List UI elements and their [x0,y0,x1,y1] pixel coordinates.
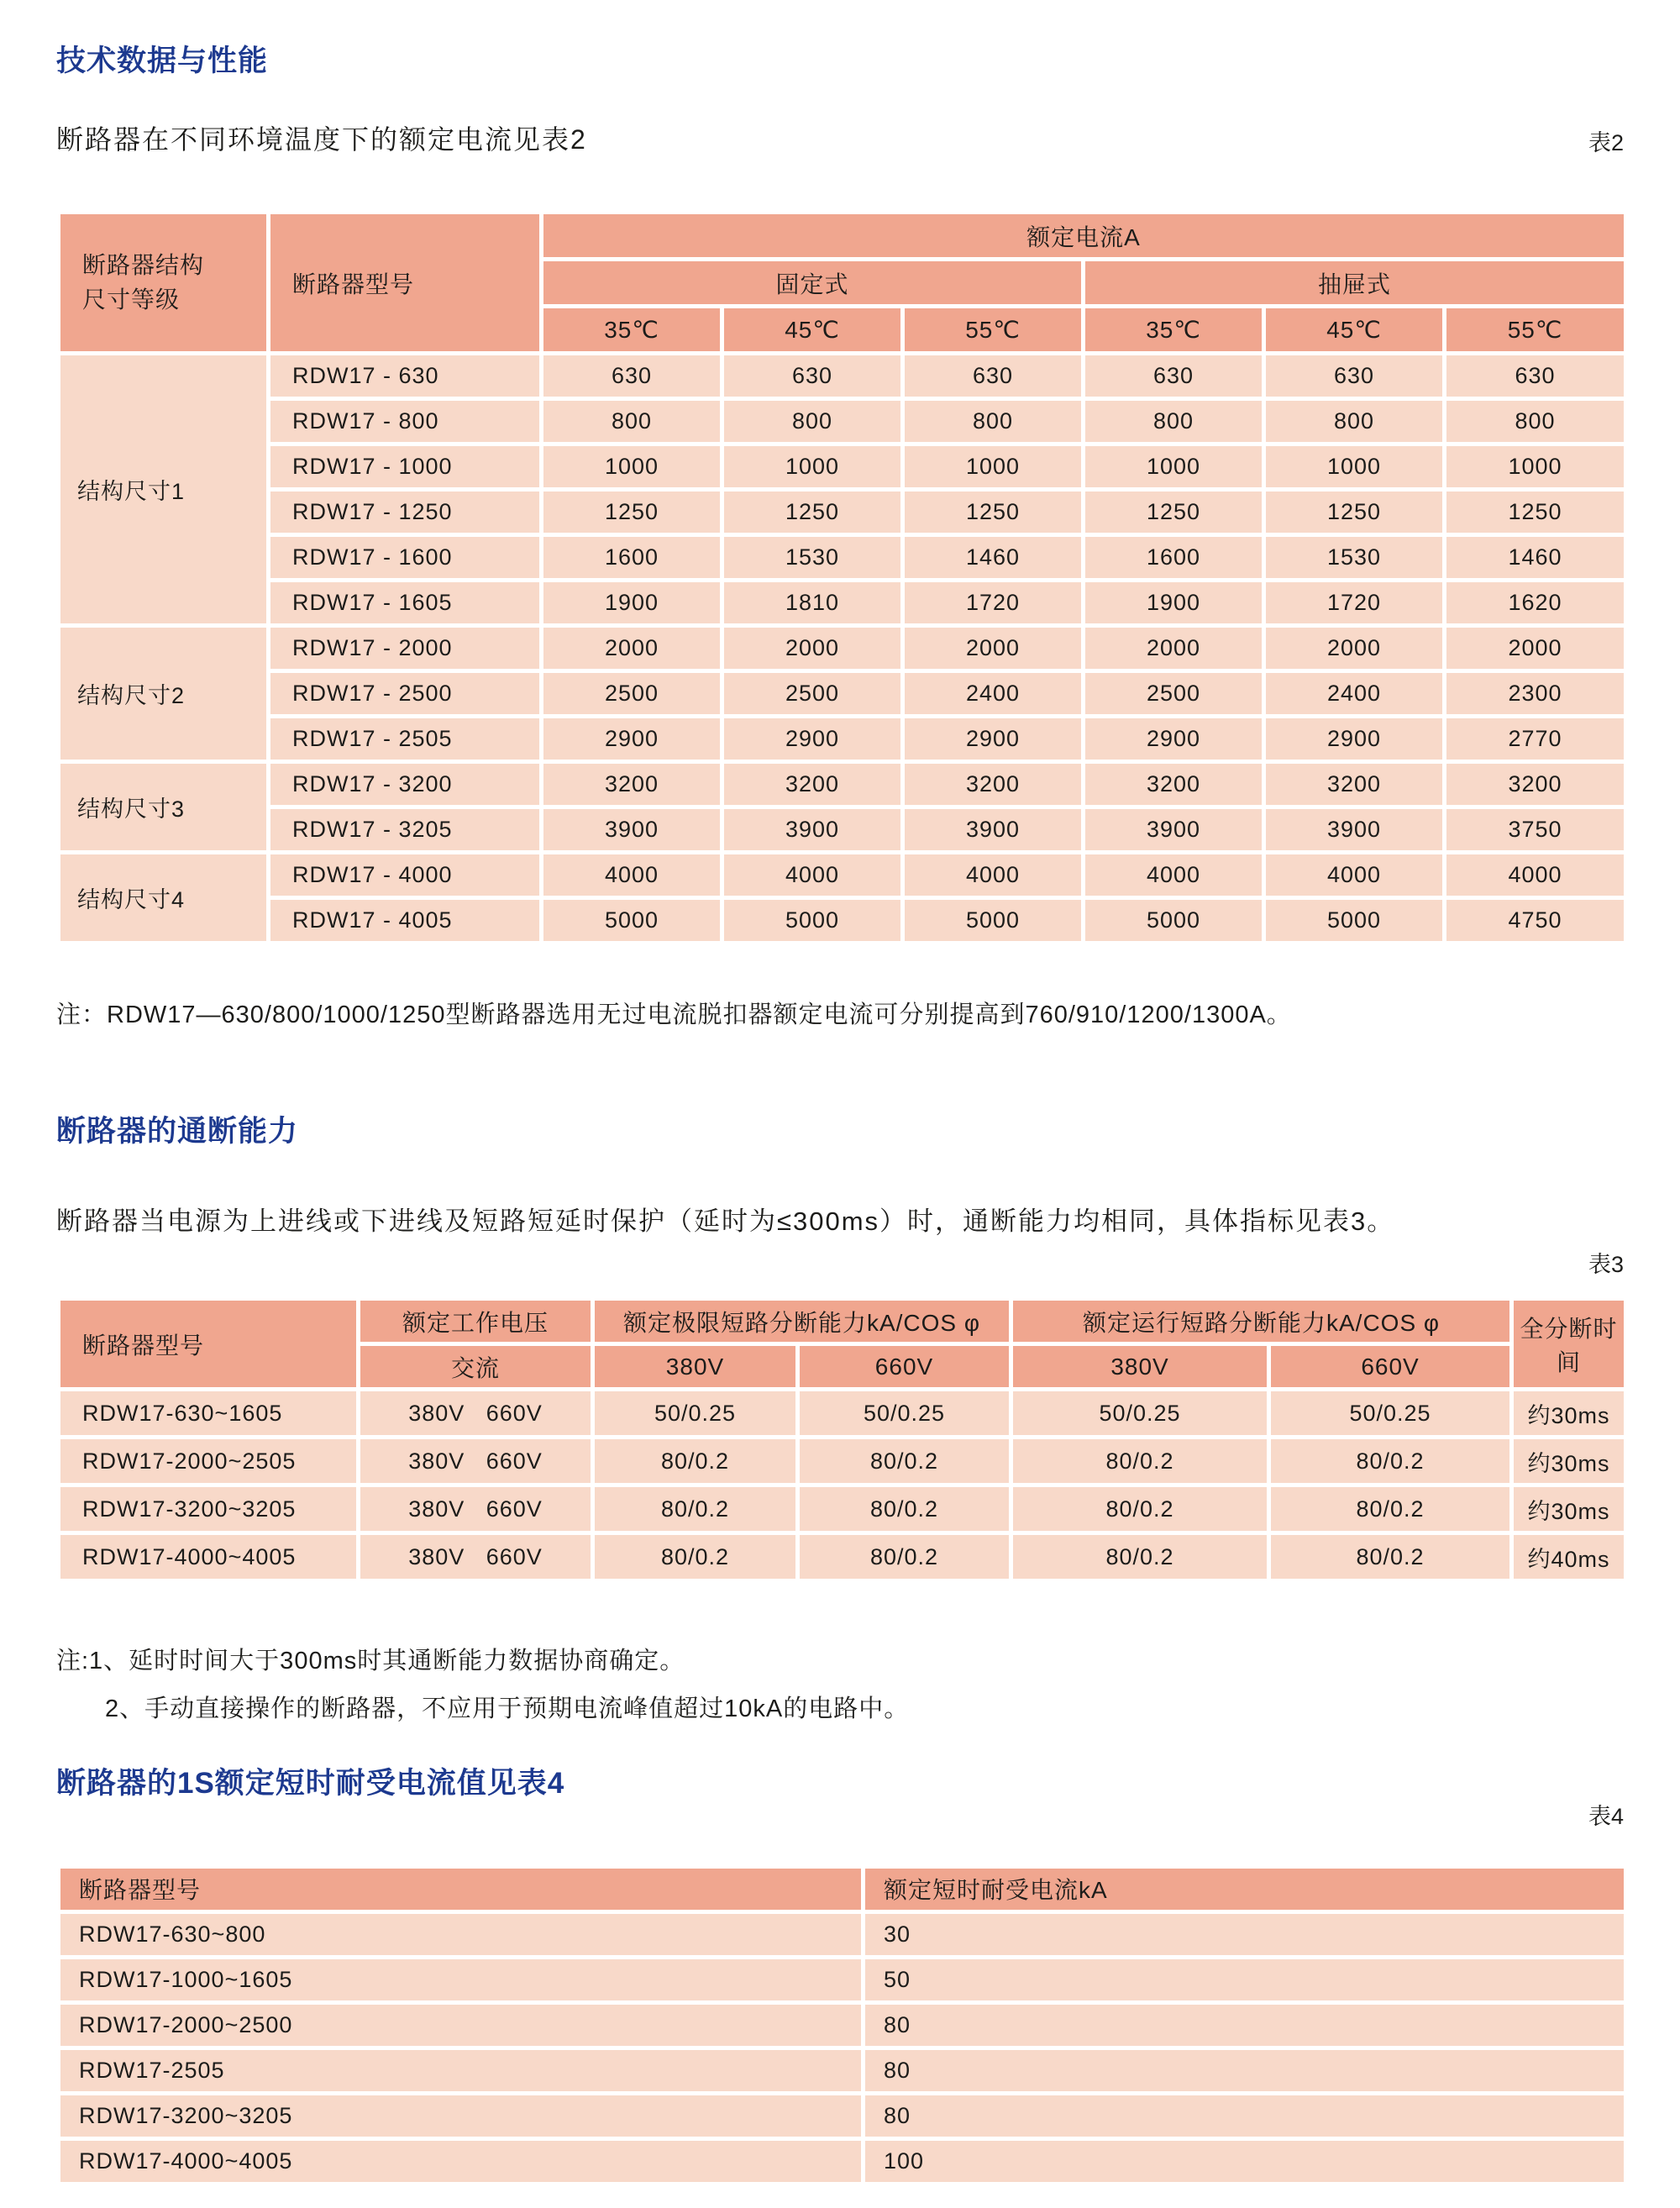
table3-header-ac: 交流 [359,1344,593,1390]
model-cell: RDW17 - 800 [269,399,542,444]
table-row [59,354,1626,399]
value-cell: 4000 [542,853,722,898]
value-cell: 2000 [722,626,903,671]
table-row [59,1911,1626,1957]
value-cell: 1000 [542,444,722,490]
size-group-label: 结构尺寸2 [59,626,269,762]
table-row [59,2138,1626,2184]
table4-label-row [56,1803,1624,1830]
value-cell: 2500 [1084,671,1264,717]
table4-header-current: 额定短时耐受电流kA [864,1866,1626,1911]
table3-breaking-capacity [56,1296,1628,1583]
value-cell: 2000 [1264,626,1445,671]
table-row [59,1390,1626,1438]
value-cell: 2000 [542,626,722,671]
value-cell: 4000 [722,853,903,898]
value-cell: 2000 [1084,626,1264,671]
model-cell: RDW17 - 1605 [269,581,542,626]
value-cell: 1530 [722,535,903,581]
value-cell: 3200 [542,762,722,807]
table2-header-drawout: 抽屉式 [1084,260,1626,307]
table3-label-row [56,1251,1624,1278]
value-cell: 1250 [1084,490,1264,535]
value-cell: 800 [903,399,1084,444]
value-cell: 1810 [722,581,903,626]
size-group-label: 结构尺寸1 [59,354,269,626]
ac-voltage-cell: 380V 660V [359,1485,593,1533]
value-cell: 800 [1084,399,1264,444]
value-cell: 800 [1264,399,1445,444]
value-cell: 3750 [1445,807,1626,853]
table2-caption: 断路器在不同环境温度下的额定电流见表2 [56,124,587,155]
table-row [59,717,1626,762]
value-cell: 50/0.25 [1269,1390,1512,1438]
model-cell: RDW17-3200~3205 [59,2093,864,2138]
value-cell: 5000 [722,898,903,944]
value-cell: 3200 [1264,762,1445,807]
table3-header-service-capacity: 额定运行短路分断能力kA/COS φ [1011,1299,1512,1344]
table-row [59,762,1626,807]
break-time-cell: 约30ms [1512,1485,1626,1533]
breaking-capacity-paragraph: 断路器当电源为上进线或下进线及短路短延时保护（延时为≤300ms）时，通断能力均相同，具体指标见表3。 [56,1207,1395,1236]
value-cell: 100 [864,2138,1626,2184]
table3-header-row-1 [59,1299,1626,1344]
value-cell: 2000 [1445,626,1626,671]
value-cell: 1900 [1084,581,1264,626]
table4-label: 表4 [1588,1804,1624,1830]
model-cell: RDW17-2000~2505 [59,1438,359,1485]
value-cell: 2900 [542,717,722,762]
voltage-header: 660V [798,1344,1011,1390]
model-cell: RDW17-4000~4005 [59,2138,864,2184]
value-cell: 80/0.2 [798,1533,1011,1581]
value-cell: 2900 [1084,717,1264,762]
value-cell: 1000 [722,444,903,490]
value-cell: 1250 [542,490,722,535]
voltage-header: 380V [1011,1344,1269,1390]
model-cell: RDW17 - 1000 [269,444,542,490]
table3-label: 表3 [1588,1252,1624,1277]
section-title-technical-data: 技术数据与性能 [56,45,269,77]
value-cell: 3200 [722,762,903,807]
value-cell: 80 [864,2048,1626,2093]
value-cell: 80/0.2 [1269,1485,1512,1533]
value-cell: 3900 [1084,807,1264,853]
table-row [59,399,1626,444]
value-cell: 2400 [1264,671,1445,717]
model-cell: RDW17 - 2000 [269,626,542,671]
table-row [59,807,1626,853]
table-row [59,1485,1626,1533]
break-time-cell: 约40ms [1512,1533,1626,1581]
temp-header: 45℃ [722,307,903,354]
value-cell: 1250 [722,490,903,535]
model-cell: RDW17 - 2505 [269,717,542,762]
value-cell: 80/0.2 [593,1485,798,1533]
value-cell: 3200 [1084,762,1264,807]
model-cell: RDW17-1000~1605 [59,1957,864,2002]
table4-header-row [59,1866,1626,1911]
model-cell: RDW17-3200~3205 [59,1485,359,1533]
value-cell: 80 [864,2002,1626,2048]
table-row [59,2002,1626,2048]
break-time-cell: 约30ms [1512,1438,1626,1485]
value-cell: 800 [722,399,903,444]
table2-header-size-class: 断路器结构尺寸等级 [59,213,269,354]
value-cell: 3200 [903,762,1084,807]
table-row [59,444,1626,490]
voltage-header: 380V [593,1344,798,1390]
table3-header-ultimate-capacity: 额定极限短路分断能力kA/COS φ [593,1299,1011,1344]
model-cell: RDW17-630~1605 [59,1390,359,1438]
model-cell: RDW17 - 1600 [269,535,542,581]
table-row [59,626,1626,671]
table-row [59,1438,1626,1485]
value-cell: 1600 [1084,535,1264,581]
value-cell: 800 [542,399,722,444]
table2-caption-row [56,123,1624,156]
value-cell: 800 [1445,399,1626,444]
table2-rated-current [56,210,1628,945]
table-row [59,1957,1626,2002]
table2-label: 表2 [1588,129,1624,155]
model-cell: RDW17 - 3205 [269,807,542,853]
value-cell: 50 [864,1957,1626,2002]
value-cell: 1000 [1445,444,1626,490]
table3-header-voltage: 额定工作电压 [359,1299,593,1344]
temp-header: 45℃ [1264,307,1445,354]
value-cell: 50/0.25 [798,1390,1011,1438]
size-group-label: 结构尺寸4 [59,853,269,944]
table3-note-2: 2、手动直接操作的断路器，不应用于预期电流峰值超过10kA的电路中。 [105,1695,910,1723]
temp-header: 55℃ [903,307,1084,354]
table-row [59,1533,1626,1581]
ac-voltage-cell: 380V 660V [359,1438,593,1485]
value-cell: 1460 [1445,535,1626,581]
value-cell: 4000 [1084,853,1264,898]
model-cell: RDW17 - 4005 [269,898,542,944]
value-cell: 50/0.25 [1011,1390,1269,1438]
temp-header: 35℃ [542,307,722,354]
table3-note-1: 注:1、延时时间大于300ms时其通断能力数据协商确定。 [56,1648,685,1675]
model-cell: RDW17 - 2500 [269,671,542,717]
value-cell: 80/0.2 [1269,1438,1512,1485]
value-cell: 2900 [903,717,1084,762]
value-cell: 5000 [1264,898,1445,944]
model-cell: RDW17-4000~4005 [59,1533,359,1581]
table2-header-model: 断路器型号 [269,213,542,354]
value-cell: 5000 [542,898,722,944]
value-cell: 630 [1264,354,1445,399]
value-cell: 80/0.2 [1011,1485,1269,1533]
value-cell: 1250 [1445,490,1626,535]
value-cell: 1000 [1264,444,1445,490]
table-row [59,898,1626,944]
value-cell: 5000 [1084,898,1264,944]
value-cell: 3900 [903,807,1084,853]
value-cell: 80/0.2 [593,1533,798,1581]
table-row [59,490,1626,535]
value-cell: 1530 [1264,535,1445,581]
model-cell: RDW17 - 3200 [269,762,542,807]
value-cell: 1620 [1445,581,1626,626]
value-cell: 1720 [903,581,1084,626]
value-cell: 80/0.2 [1269,1533,1512,1581]
value-cell: 630 [1445,354,1626,399]
value-cell: 630 [542,354,722,399]
table-row [59,671,1626,717]
model-cell: RDW17-630~800 [59,1911,864,1957]
value-cell: 80/0.2 [798,1485,1011,1533]
value-cell: 50/0.25 [593,1390,798,1438]
value-cell: 3200 [1445,762,1626,807]
value-cell: 2300 [1445,671,1626,717]
value-cell: 5000 [903,898,1084,944]
temp-header: 35℃ [1084,307,1264,354]
value-cell: 80/0.2 [1011,1533,1269,1581]
value-cell: 2500 [722,671,903,717]
section-title-breaking-capacity: 断路器的通断能力 [56,1115,299,1148]
value-cell: 3900 [722,807,903,853]
value-cell: 1250 [903,490,1084,535]
table4-short-time-withstand [56,1864,1628,2186]
break-time-cell: 约30ms [1512,1390,1626,1438]
table2-header-row-1 [59,213,1626,260]
table2-header-rated-current: 额定电流A [542,213,1626,260]
model-cell: RDW17 - 630 [269,354,542,399]
table3-header-break-time: 全分断时间 [1512,1299,1626,1390]
value-cell: 4000 [1264,853,1445,898]
table3-header-model: 断路器型号 [59,1299,359,1390]
value-cell: 80 [864,2093,1626,2138]
value-cell: 1460 [903,535,1084,581]
value-cell: 80/0.2 [798,1438,1011,1485]
table2-note: 注：RDW17—630/800/1000/1250型断路器选用无过电流脱扣器额定电流可分别提高到760/910/1200/1300A。 [56,1001,1292,1028]
value-cell: 630 [722,354,903,399]
model-cell: RDW17-2000~2500 [59,2002,864,2048]
value-cell: 30 [864,1911,1626,1957]
model-cell: RDW17-2505 [59,2048,864,2093]
model-cell: RDW17 - 4000 [269,853,542,898]
table2-header-fixed: 固定式 [542,260,1084,307]
value-cell: 4750 [1445,898,1626,944]
value-cell: 1720 [1264,581,1445,626]
voltage-header: 660V [1269,1344,1512,1390]
value-cell: 80/0.2 [593,1438,798,1485]
value-cell: 4000 [903,853,1084,898]
size-group-label: 结构尺寸3 [59,762,269,853]
value-cell: 630 [1084,354,1264,399]
temp-header: 55℃ [1445,307,1626,354]
model-cell: RDW17 - 1250 [269,490,542,535]
table-row [59,2093,1626,2138]
table-row [59,581,1626,626]
value-cell: 4000 [1445,853,1626,898]
ac-voltage-cell: 380V 660V [359,1533,593,1581]
value-cell: 2000 [903,626,1084,671]
section-title-short-time-withstand: 断路器的1S额定短时耐受电流值见表4 [56,1767,565,1801]
value-cell: 1900 [542,581,722,626]
value-cell: 2500 [542,671,722,717]
value-cell: 2770 [1445,717,1626,762]
table-row [59,853,1626,898]
value-cell: 80/0.2 [1011,1438,1269,1485]
table-row [59,535,1626,581]
value-cell: 2400 [903,671,1084,717]
value-cell: 1000 [903,444,1084,490]
value-cell: 2900 [722,717,903,762]
table4-header-model: 断路器型号 [59,1866,864,1911]
value-cell: 630 [903,354,1084,399]
table-row [59,2048,1626,2093]
value-cell: 3900 [1264,807,1445,853]
value-cell: 1000 [1084,444,1264,490]
ac-voltage-cell: 380V 660V [359,1390,593,1438]
value-cell: 2900 [1264,717,1445,762]
value-cell: 1600 [542,535,722,581]
value-cell: 1250 [1264,490,1445,535]
value-cell: 3900 [542,807,722,853]
